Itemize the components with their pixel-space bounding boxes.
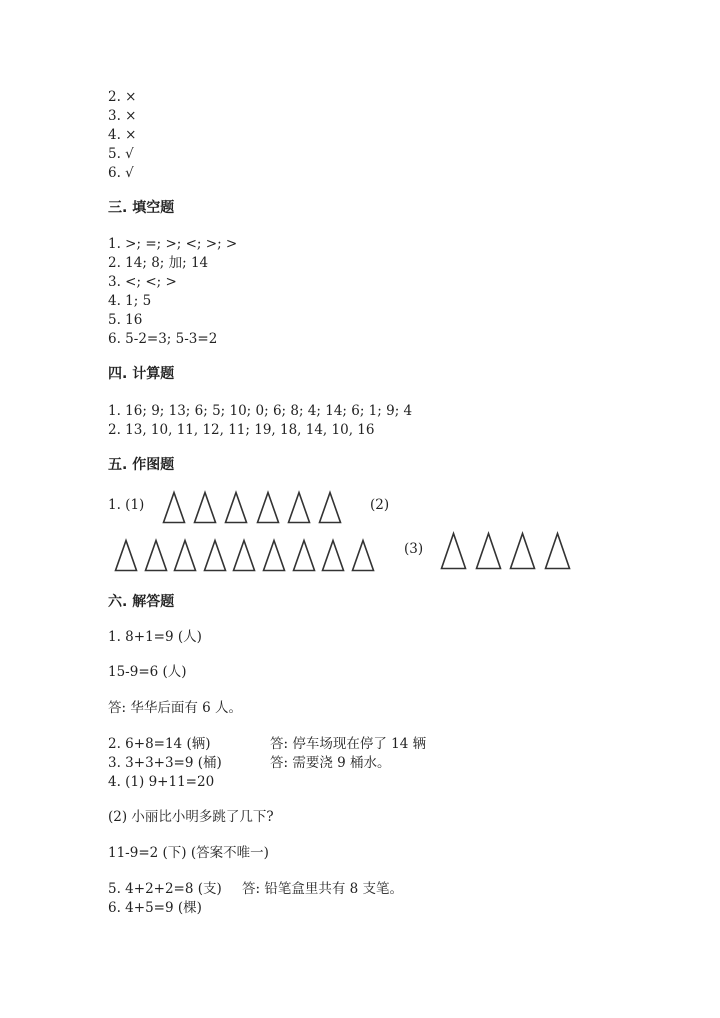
solve-q5-eq: 5. 4+2+2=8 (支) (108, 881, 222, 897)
triangle-icon (114, 539, 138, 572)
triangle-icon (232, 539, 256, 572)
fill-line: 3. <; <; > (108, 274, 177, 290)
triangle-icon (321, 539, 345, 572)
section-heading-solve: 六. 解答题 (108, 594, 175, 610)
judgement-line: 5. √ (108, 146, 134, 162)
solve-q4-line2: (2) 小丽比小明多跳了几下? (108, 809, 274, 825)
triangle-icon (544, 532, 571, 570)
solve-q1-eq1: 1. 8+1=9 (人) (108, 629, 202, 645)
fill-line: 1. >; =; >; <; >; > (108, 236, 238, 252)
judgement-line: 6. √ (108, 165, 134, 181)
triangle-icon (440, 532, 467, 570)
calc-line: 2. 13, 10, 11, 12, 11; 19, 18, 14, 10, 16 (108, 422, 375, 438)
calc-line: 1. 16; 9; 13; 6; 5; 10; 0; 6; 8; 4; 14; 6; 1; 9; 4 (108, 403, 413, 419)
fill-line: 6. 5-2=3; 5-3=2 (108, 331, 218, 347)
fill-line: 4. 1; 5 (108, 293, 152, 309)
triangle-icon (203, 539, 227, 572)
draw-part3-label: (3) (404, 541, 424, 557)
triangle-icon (351, 539, 375, 572)
solve-q4-line3: 11-9=2 (下) (答案不唯一) (108, 845, 269, 861)
triangle-icon (262, 539, 286, 572)
section-heading-calc: 四. 计算题 (108, 366, 175, 382)
solve-q2-eq: 2. 6+8=14 (辆) (108, 736, 211, 752)
section-heading-draw: 五. 作图题 (108, 457, 175, 473)
triangle-icon (318, 491, 342, 524)
fill-line: 5. 16 (108, 312, 143, 328)
triangle-icon (162, 491, 186, 524)
fill-line: 2. 14; 8; 加; 14 (108, 255, 209, 271)
judgement-line: 2. × (108, 89, 137, 105)
triangle-icon (256, 491, 280, 524)
triangle-icon (292, 539, 316, 572)
triangle-icon (224, 491, 248, 524)
triangle-icon (144, 539, 168, 572)
solve-q3-answer: 答: 需要浇 9 桶水。 (270, 755, 391, 771)
triangle-icon (509, 532, 536, 570)
triangle-icon (173, 539, 197, 572)
solve-q5-answer: 答: 铅笔盒里共有 8 支笔。 (242, 881, 404, 897)
solve-q1-answer: 答: 华华后面有 6 人。 (108, 700, 243, 716)
draw-q1-label: 1. (1) (108, 497, 145, 513)
triangle-icon (287, 491, 311, 524)
solve-q2-answer: 答: 停车场现在停了 14 辆 (270, 736, 427, 752)
triangle-icon (475, 532, 502, 570)
solve-q4-line1: 4. (1) 9+11=20 (108, 774, 215, 790)
triangle-icon (193, 491, 217, 524)
judgement-line: 3. × (108, 108, 137, 124)
section-heading-fill: 三. 填空题 (108, 200, 175, 216)
solve-q6-eq: 6. 4+5=9 (棵) (108, 900, 202, 916)
judgement-line: 4. × (108, 127, 137, 143)
solve-q3-eq: 3. 3+3+3=9 (桶) (108, 755, 222, 771)
draw-part2-label: (2) (370, 497, 390, 513)
solve-q1-eq2: 15-9=6 (人) (108, 664, 187, 680)
